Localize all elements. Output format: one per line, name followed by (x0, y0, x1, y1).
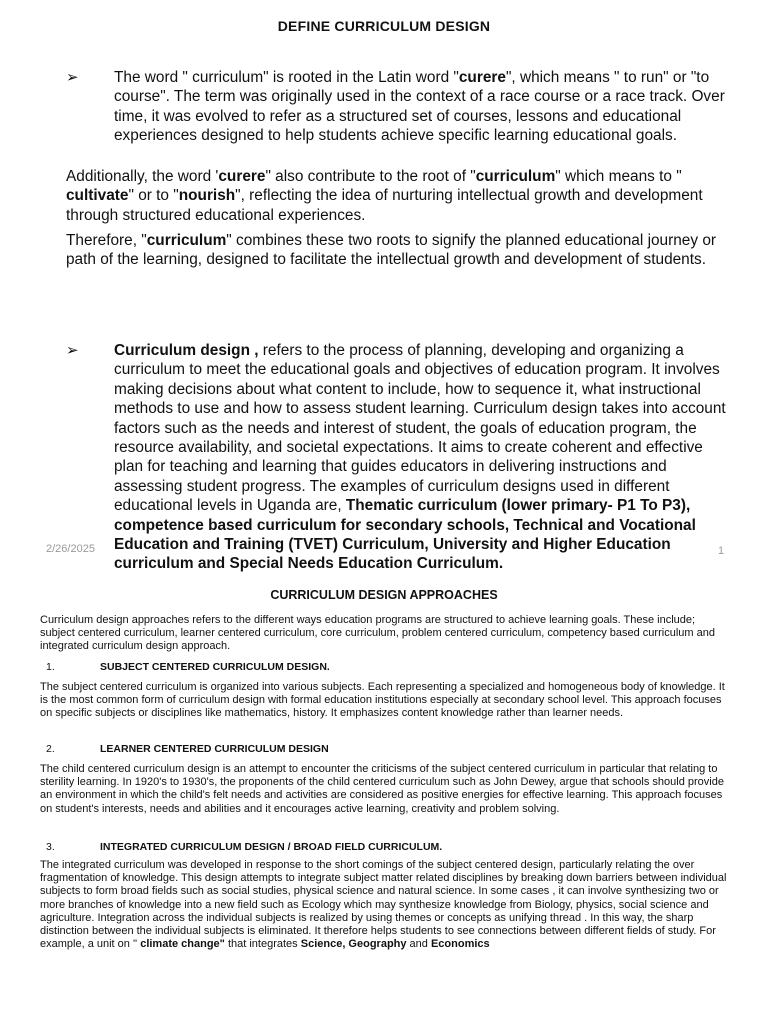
section-body-learner-centered: The child centered curriculum design is an attempt to encounter the criticisms of the subject centered curriculum in particular that relating to sterility learning. In 1920's to 1930's, the proponents of the child centered curriculum such as John Dewey, argue that schools should provide an environment in which the child's felt needs and activities are considered as positive energies for effective learning. This approach focuses on student's interests, needs and abilities and it encourages active learning, creativity and problem solving. (40, 763, 724, 815)
bold-term: curriculum (146, 232, 227, 249)
document-page (0, 580, 768, 1024)
section-heading-subject-centered (40, 661, 730, 674)
paragraph-therefore (66, 231, 726, 270)
text-run: that integrates (224, 938, 301, 951)
section-heading-learner-centered (40, 743, 730, 756)
bullet-curriculum-origin (66, 68, 726, 146)
section-number: 3. (46, 841, 55, 853)
text-run: ", reflecting the idea of nurturing intellectual growth and development through structured educational experiences. (66, 187, 703, 224)
text-run: " which means to " (555, 168, 682, 185)
section-body-integrated (40, 859, 730, 951)
arrow-bullet-icon: ➢ (66, 69, 79, 86)
slide-page-number: 1 (718, 545, 725, 557)
text-run: The word " curriculum" is rooted in the Latin word " (114, 69, 459, 86)
bullet-curriculum-design (66, 341, 726, 574)
section-heading-text: INTEGRATED CURRICULUM DESIGN / BROAD FIELD CURRICULUM. (100, 841, 443, 853)
doc-intro: Curriculum design approaches refers to the different ways education programs are structured to achieve learning goals. These include; subject centered curriculum, learner centered curriculum, core curriculum, problem centered curriculum, competency based curriculum and integrated curriculum design approach. (40, 614, 715, 653)
text-run: ", which means " to run" or "to course". The term was originally used in the context of a race course or a race track. Over time, it was evolved to refer as a structured set of courses, lessons and educational experiences designed to help students achieve specific learning educational goals. (114, 69, 725, 145)
bold-term: Curriculum design , (114, 342, 259, 359)
section-heading-text: LEARNER CENTERED CURRICULUM DESIGN (100, 743, 329, 755)
bold-term: Science, Geography (300, 938, 407, 951)
section-heading-integrated (40, 841, 730, 854)
bold-term: curere (458, 69, 506, 86)
section-number: 1. (46, 661, 55, 673)
bullet-text (114, 341, 726, 574)
bold-term: Thematic curriculum (lower primary- P1 To P3), competence based curriculum for secondary schools, Technical and Vocational Education and Training (TVET) Curriculum, University and Higher Education curriculum and Special Needs Education Curriculum. (114, 497, 696, 573)
section-body-subject-centered: The subject centered curriculum is organized into various subjects. Each representing a specialized and homogeneous body of knowledge. It is the most common form of curriculum design with formal education institutions especially at secondary school level. This approach focuses on specific subjects or disciplines like mathematics, history. It emphasizes content knowledge rather than learner needs. (40, 681, 725, 720)
section-number: 2. (46, 743, 55, 755)
bold-term: curriculum (475, 168, 556, 185)
text-run: Additionally, the word ' (66, 168, 219, 185)
doc-title: CURRICULUM DESIGN APPROACHES (270, 588, 498, 602)
text-run: Therefore, " (66, 232, 147, 249)
slide-date: 2/26/2025 (46, 543, 95, 555)
bullet-text (114, 68, 726, 146)
text-run: " or to " (128, 187, 179, 205)
bold-term: cultivate (66, 187, 129, 205)
text-run: and (406, 938, 431, 951)
bold-term: climate change" (140, 938, 225, 951)
slide-title: DEFINE CURRICULUM DESIGN (277, 18, 491, 34)
text-run: refers to the process of planning, developing and organizing a curriculum to meet the educational goals and objectives of education program. It involves making decisions about what content to include, how to sequence it, what instructional methods to use and how to assess student learning. Curriculum design takes into account factors such as the needs and interest of student, the goals of education program, the resource availability, and societal expectations. It aims to create coherent and effective plan for teaching and learning that guides educators in delivering instructions and assessing student progress. The examples of curriculum designs used in different educational levels in Uganda are, (114, 342, 726, 515)
text-run: The integrated curriculum was developed in response to the short comings of the subject centered design, particularly relating the over fragmentation of knowledge. This design attempts to integrate subject matter related disciplines by breaking down barriers between individual subjects to form broad fields such as social studies, physical science and natural science. In some cases , it can involve synthesizing two or more branches of knowledge into a new field such as Ecology which may synthesize knowledge from Biology, physics, social science and agriculture. Integration across the individual subjects is realized by using themes or concepts as unifying thread . In this way, the sharp distinction between the individual subjects is eliminated. It therefore helps students to see connections between different fields of study. For example, a unit on '' (40, 859, 727, 951)
arrow-bullet-icon: ➢ (66, 342, 79, 359)
bold-term: curere (218, 168, 266, 185)
paragraph-additionally (66, 167, 726, 225)
section-heading-text: SUBJECT CENTERED CURRICULUM DESIGN. (100, 661, 330, 673)
text-run: " also contribute to the root of " (265, 168, 476, 185)
text-run: " combines these two roots to signify the planned educational journey or path of the learning, designed to facilitate the intellectual growth and development of students. (66, 232, 717, 269)
bold-term: nourish (178, 187, 236, 205)
bold-term: Economics (430, 938, 490, 951)
